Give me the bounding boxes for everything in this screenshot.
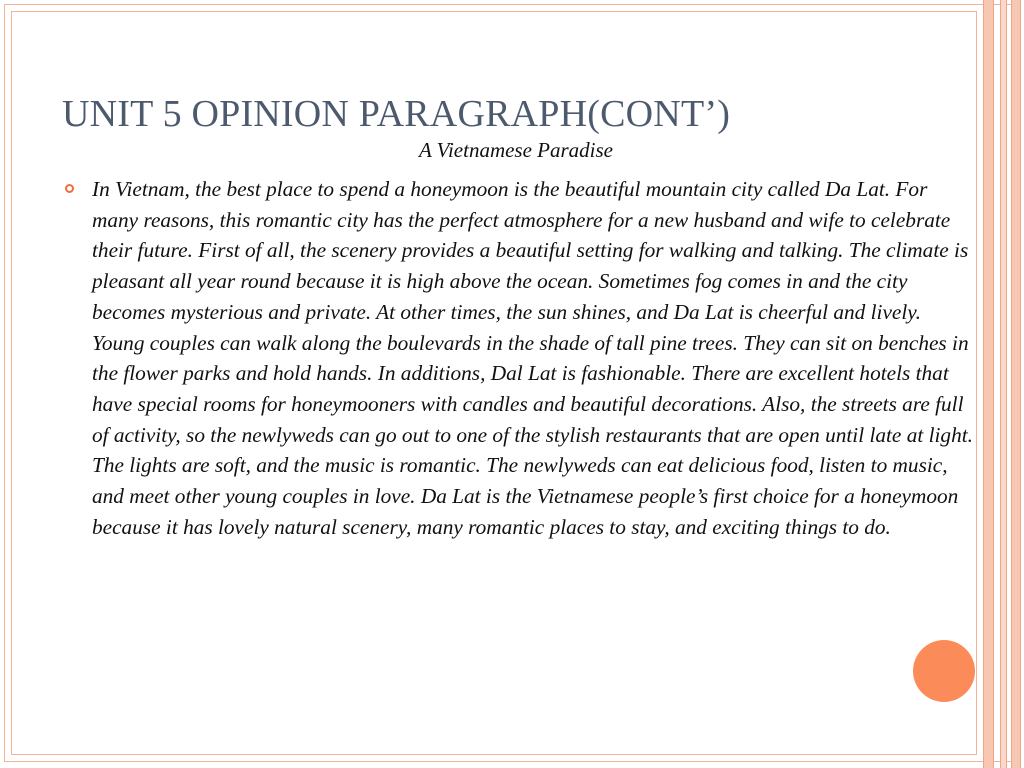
decorative-stripe-line bbox=[1006, 0, 1007, 768]
decorative-stripe-line bbox=[1020, 0, 1021, 768]
hollow-circle-bullet-icon bbox=[65, 184, 74, 193]
decorative-stripe bbox=[1011, 0, 1020, 768]
decorative-stripe-line bbox=[1011, 0, 1012, 768]
body-paragraph: In Vietnam, the best place to spend a honeymoon is the beautiful mountain city called Da Lat. For many reasons, this romantic city has the perfect atmosphere for a new husband and wife to celebrate their future. First of all, the scenery provides a beautiful setting for walking and talking. The climate is pleasant all year round because it is high above the ocean. Sometimes fog comes in and the city becomes mysterious and private. At other times, the sun shines, and Da Lat is cheerful and lively. Young couples can walk along the boulevards in the shade of tall pine trees. They can sit on benches in the flower parks and hold hands. In additions, Dal Lat is fashionable. There are excellent hotels that have special rooms for honeymooners with candles and beautiful decorations. Also, the streets are full of activity, so the newlyweds can go out to one of the stylish restaurants that are open until late at light. The lights are soft, and the music is romantic. The newlyweds can eat delicious food, listen to music, and meet other young couples in love. Da Lat is the Vietnamese people’s first choice for a honeymoon because it has lovely natural scenery, many romantic places to stay, and exciting things to do. bbox=[92, 177, 973, 539]
decorative-stripe-line bbox=[993, 0, 994, 768]
decorative-stripe bbox=[983, 0, 993, 768]
orange-circle-icon bbox=[913, 640, 975, 702]
decorative-stripe-line bbox=[1000, 0, 1001, 768]
decorative-stripe-line bbox=[983, 0, 984, 768]
slide-title: UNIT 5 OPINION PARAGRAPH(CONT’) bbox=[62, 93, 731, 135]
slide-subtitle: A Vietnamese Paradise bbox=[418, 138, 613, 162]
